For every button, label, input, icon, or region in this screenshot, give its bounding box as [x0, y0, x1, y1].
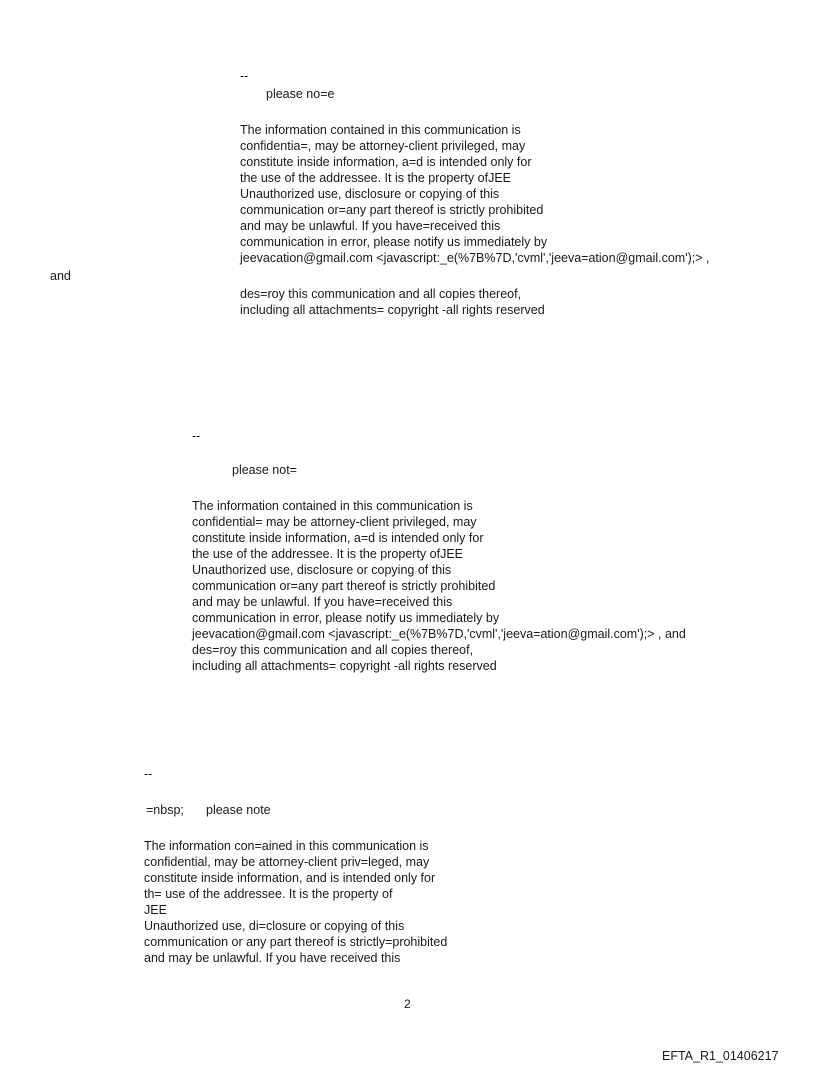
body-line: Unauthorized use, disclosure or copying of this: [192, 563, 452, 577]
body-line: communication in error, please notify us immediately by: [240, 235, 548, 249]
separator-dashes: --: [192, 429, 201, 443]
body-line: the use of the addressee. It is the property ofJEE: [240, 171, 511, 185]
body-line: communication in error, please notify us immediately by: [192, 611, 500, 625]
nbsp-artifact: =nbsp;: [146, 803, 184, 817]
body-line: and may be unlawful. If you have=received this: [240, 219, 501, 233]
wrapped-word: and: [50, 269, 71, 283]
body-line: communication or=any part thereof is strictly prohibited: [192, 579, 496, 593]
body-line: including all attachments= copyright -all rights reserved: [240, 303, 545, 317]
page-number: 2: [404, 997, 411, 1011]
body-line: The information contained in this communication is: [192, 499, 473, 513]
body-line: des=roy this communication and all copies thereof,: [240, 287, 522, 301]
body-line: The information contained in this communication is: [240, 123, 521, 137]
body-line: confidentia=, may be attorney-client privileged, may: [240, 139, 526, 153]
notice-heading: please note: [206, 803, 271, 817]
body-line: jeevacation@gmail.com <javascript:_e(%7B%7D,'cvml','jeeva=ation@gmail.com');> ,: [240, 251, 710, 265]
separator-dashes: --: [240, 69, 249, 83]
body-line: jeevacation@gmail.com <javascript:_e(%7B%7D,'cvml','jeeva=ation@gmail.com');> , and: [192, 627, 686, 641]
body-line: and may be unlawful. If you have received this: [144, 951, 401, 965]
body-line: des=roy this communication and all copies thereof,: [192, 643, 474, 657]
notice-heading: please no=e: [266, 87, 335, 101]
body-line: the use of the addressee. It is the property ofJEE: [192, 547, 463, 561]
body-line: th= use of the addressee. It is the property of: [144, 887, 393, 901]
bates-number: EFTA_R1_01406217: [662, 1049, 779, 1063]
body-line: and may be unlawful. If you have=received this: [192, 595, 453, 609]
body-line: communication or any part thereof is strictly=prohibited: [144, 935, 448, 949]
body-line: including all attachments= copyright -all rights reserved: [192, 659, 497, 673]
separator-dashes: --: [144, 767, 153, 781]
body-line: constitute inside information, and is intended only for: [144, 871, 436, 885]
body-line: Unauthorized use, di=closure or copying of this: [144, 919, 405, 933]
body-line: constitute inside information, a=d is intended only for: [192, 531, 484, 545]
notice-heading: please not=: [232, 463, 297, 477]
body-line: confidential, may be attorney-client priv=leged, may: [144, 855, 430, 869]
body-line: confidential= may be attorney-client privileged, may: [192, 515, 477, 529]
body-line: The information con=ained in this communication is: [144, 839, 429, 853]
body-line: communication or=any part thereof is strictly prohibited: [240, 203, 544, 217]
body-line: JEE: [144, 903, 167, 917]
body-line: Unauthorized use, disclosure or copying of this: [240, 187, 500, 201]
body-line: constitute inside information, a=d is intended only for: [240, 155, 532, 169]
